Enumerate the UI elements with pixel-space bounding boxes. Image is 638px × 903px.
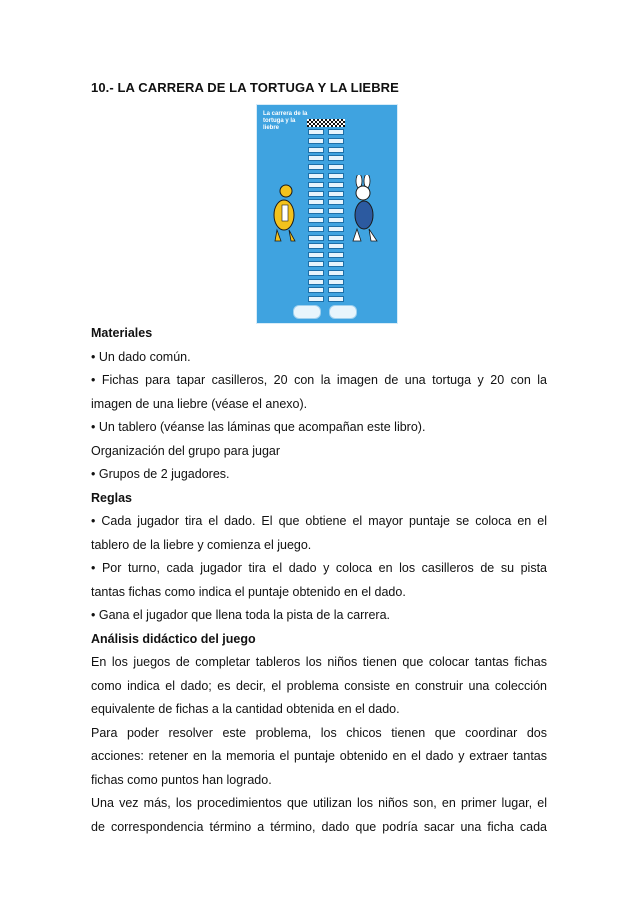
track-cell [328, 208, 344, 214]
track-cell [328, 138, 344, 144]
text-line: equivalente de fichas a la cantidad obtenida en el dado. [91, 702, 400, 716]
track-cell [308, 164, 324, 170]
track-cell [308, 243, 324, 249]
text-line: Organización del grupo para jugar [91, 443, 281, 458]
track-cell [308, 252, 324, 258]
track-cell [328, 287, 344, 293]
track-cell [328, 252, 344, 258]
text-line: fichas como puntos han logrado. [91, 772, 272, 787]
text-line: tantas fichas como indica el puntaje obtenido en el dado. [91, 584, 406, 599]
section-title: 10.- LA CARRERA DE LA TORTUGA Y LA LIEBRE [91, 80, 399, 95]
board-heading: La carrera de la tortuga y la liebre [263, 111, 308, 131]
text-line: • Un dado común. [91, 349, 191, 364]
track-cell [308, 155, 324, 161]
track-cell [308, 261, 324, 267]
track-cell [328, 296, 344, 302]
track-cell [308, 296, 324, 302]
text-line: • Un tablero (véanse las láminas que acompañan este libro). [91, 420, 426, 434]
text-line: Una vez más, los procedimientos que utilizan los niños son, en primer lugar, el [91, 796, 547, 810]
track-cell [308, 191, 324, 197]
track-cell [328, 279, 344, 285]
hare-illustration [347, 175, 381, 245]
text-line: de correspondencia término a término, dado que podría sacar una ficha cada [91, 819, 547, 834]
track-cell [328, 235, 344, 241]
track-cell [308, 226, 324, 232]
track-cell [308, 147, 324, 153]
text-line: En los juegos de completar tableros los niños tienen que colocar tantas fichas [91, 655, 547, 669]
text-line: como indica el dado; es decir, el problema consiste en construir una colección [91, 678, 547, 693]
text-line: tablero de la liebre y comienza el juego. [91, 537, 312, 552]
track-cell [328, 226, 344, 232]
track-cell [308, 173, 324, 179]
track-cell [328, 182, 344, 188]
track-cell [328, 199, 344, 205]
section-heading: Reglas [91, 490, 132, 505]
race-track [307, 119, 345, 307]
text-line: • Grupos de 2 jugadores. [91, 467, 230, 481]
text-line: • Por turno, cada jugador tira el dado y coloca en los casilleros de su pista [91, 561, 547, 575]
track-cell [308, 279, 324, 285]
track-cell [328, 147, 344, 153]
track-cell [308, 287, 324, 293]
track-cell [328, 243, 344, 249]
track-cell [328, 217, 344, 223]
text-line: acciones: retener en la memoria el puntaje obtenido en el dado y extraer tantas [91, 749, 547, 763]
game-board-image [256, 104, 398, 324]
track-cell [328, 173, 344, 179]
track-cell [308, 270, 324, 276]
track-cell [308, 208, 324, 214]
turtle-illustration [269, 175, 299, 245]
track-cell [328, 129, 344, 135]
section-heading: Análisis didáctico del juego [91, 631, 256, 646]
track-cell [308, 199, 324, 205]
text-line: • Cada jugador tira el dado. El que obtiene el mayor puntaje se coloca en el [91, 514, 547, 528]
text-line: • Fichas para tapar casilleros, 20 con la imagen de una tortuga y 20 con la [91, 373, 547, 387]
track-cell [328, 261, 344, 267]
text-line: • Gana el jugador que llena toda la pista de la carrera. [91, 608, 391, 622]
track-cell [328, 164, 344, 170]
body-text [91, 322, 547, 839]
track-cell [308, 182, 324, 188]
track-cell [328, 191, 344, 197]
track-cell [308, 235, 324, 241]
finish-flag [307, 119, 345, 127]
track-cell [308, 129, 324, 135]
track-cell [328, 155, 344, 161]
track-cell [308, 138, 324, 144]
section-heading: Materiales [91, 326, 153, 340]
hare-chip-icon [329, 305, 357, 319]
text-line: imagen de una liebre (véase el anexo). [91, 396, 308, 411]
track-cell [328, 270, 344, 276]
track-cell [308, 217, 324, 223]
turtle-chip-icon [293, 305, 321, 319]
text-line: Para poder resolver este problema, los chicos tienen que coordinar dos [91, 725, 547, 740]
